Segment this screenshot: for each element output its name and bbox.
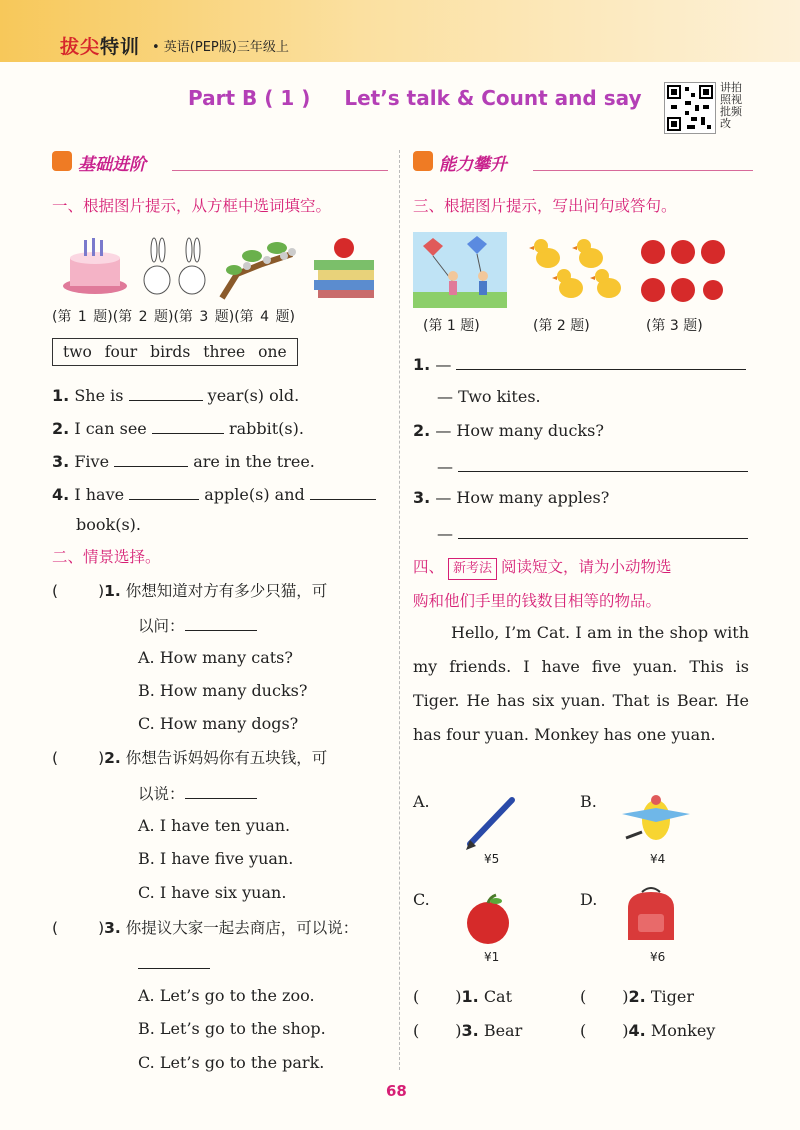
new-method-tag: 新考法 <box>448 558 497 580</box>
right-column <box>413 148 753 216</box>
answer-blank[interactable] <box>114 450 188 467</box>
choice-d-letter: D. <box>580 890 598 909</box>
section-badge-icon <box>52 151 72 171</box>
q1-item-4: 4. I have apple(s) and <box>52 483 376 505</box>
q1-pictures <box>62 234 388 300</box>
q2-item-1-option-a: A. How many cats? <box>138 648 293 667</box>
left-column <box>52 148 388 216</box>
qr-caption: 讲拍照视批频改 <box>720 81 742 130</box>
q2-item-1-stem2: 以问： <box>138 614 257 636</box>
answer-blank[interactable] <box>310 483 376 500</box>
brand-logo: 拔尖特训 <box>60 36 141 58</box>
kites-children-icon <box>413 232 507 308</box>
q3-item-2-line2: — <box>437 455 748 477</box>
plane-toy-icon <box>612 792 698 854</box>
rabbits-icon <box>144 238 205 294</box>
q1-item-3: 3. Five are in the tree. <box>52 452 315 471</box>
answer-line[interactable] <box>456 353 746 370</box>
choice-c-letter: C. <box>413 890 430 909</box>
answer-bear: ( )3. Bear <box>413 1021 523 1040</box>
q3-item-1: 1. — <box>413 353 746 375</box>
q3-item-1-line2: — Two kites. <box>437 387 541 406</box>
q2-item-2: ( )2. 你想告诉妈妈你有五块钱，可 <box>52 749 328 767</box>
q1-item-4-cont: book(s). <box>76 515 141 534</box>
q1-item-1: 1. She is year(s) old. <box>52 386 300 405</box>
book-subtitle: • 英语(PEP版)三年级上 <box>152 40 289 55</box>
choice-a-letter: A. <box>413 792 430 811</box>
q2-item-2-option-a: A. I have ten yuan. <box>138 816 291 835</box>
q2-item-2-stem2: 以说： <box>138 782 257 804</box>
question-3-heading: 三、根据图片提示，写出问句或答句。 <box>413 197 677 215</box>
question-2-heading: 二、情景选择。 <box>52 548 161 566</box>
q3-caption-2: (第 2 题) <box>533 318 590 334</box>
qr-code-icon[interactable] <box>664 82 716 134</box>
reading-passage: Hello, I’m Cat. I am in the shop with my friends. I have five yuan. This is Tiger. He has six yuan. That is Bear. He has four yuan. Monkey has one yuan. <box>413 623 749 744</box>
choice-b-letter: B. <box>580 792 597 811</box>
answer-line[interactable] <box>458 522 748 539</box>
section-header-advanced: 能力攀升 <box>413 148 753 180</box>
answer-monkey: ( )4. Monkey <box>580 1021 716 1040</box>
q3-caption-1: (第 1 题) <box>423 318 480 334</box>
answer-blank[interactable] <box>129 384 203 401</box>
choice-b-price: ¥4 <box>650 852 666 866</box>
question-4-heading: 四、 新考法 阅读短文，请为小动物选 <box>413 557 672 580</box>
q2-item-3-option-b: B. Let’s go to the shop. <box>138 1019 326 1038</box>
answer-blank[interactable] <box>185 614 257 631</box>
answer-blank[interactable] <box>185 782 257 799</box>
section-header-basic: 基础进阶 <box>52 148 388 180</box>
answer-cat: ( )1. Cat <box>413 987 513 1006</box>
cake-icon <box>63 238 127 294</box>
q3-item-3: 3. — How many apples? <box>413 488 610 507</box>
q2-item-2-option-c: C. I have six yuan. <box>138 883 287 902</box>
choice-a-price: ¥5 <box>484 852 500 866</box>
q2-item-3-blank <box>138 952 210 974</box>
books-apple-icon <box>314 238 374 298</box>
q2-item-3: ( )3. 你提议大家一起去商店，可以说： <box>52 919 359 937</box>
word-bank: two four birds three one <box>52 338 298 366</box>
answer-line[interactable] <box>458 455 748 472</box>
answer-blank[interactable] <box>138 952 210 969</box>
q3-item-2: 2. — How many ducks? <box>413 421 604 440</box>
question-1-heading: 一、根据图片提示，从方框中选词填空。 <box>52 197 332 215</box>
page-number: 68 <box>386 1082 407 1100</box>
q3-caption-3: (第 3 题) <box>646 318 703 334</box>
choice-d-price: ¥6 <box>650 950 666 964</box>
q3-pictures <box>413 232 735 308</box>
apples-icon <box>641 240 725 302</box>
column-divider <box>399 150 400 1070</box>
q2-item-3-option-c: C. Let’s go to the park. <box>138 1053 325 1072</box>
q2-item-3-option-a: A. Let’s go to the zoo. <box>138 986 315 1005</box>
ducks-icon <box>529 239 621 298</box>
section-badge-icon <box>413 151 433 171</box>
choice-c-price: ¥1 <box>484 950 500 964</box>
answer-tiger: ( )2. Tiger <box>580 987 694 1006</box>
answer-blank[interactable] <box>129 483 199 500</box>
bag-icon <box>622 886 680 944</box>
q1-item-2: 2. I can see rabbit(s). <box>52 419 304 438</box>
question-4-heading-cont: 购和他们手里的钱数目相等的物品。 <box>413 592 662 610</box>
pen-icon <box>462 792 522 852</box>
q2-item-2-option-b: B. I have five yuan. <box>138 849 294 868</box>
q2-item-1-option-c: C. How many dogs? <box>138 714 299 733</box>
answer-blank[interactable] <box>152 417 224 434</box>
q1-captions: (第 1 题)(第 2 题)(第 3 题)(第 4 题) <box>52 309 295 325</box>
birds-tree-icon <box>222 242 296 298</box>
q3-item-3-line2: — <box>437 522 748 544</box>
page-title: Part B ( 1 ) Let’s talk & Count and say <box>188 86 642 110</box>
q2-item-1-option-b: B. How many ducks? <box>138 681 308 700</box>
q2-item-1: ( )1. 你想知道对方有多少只猫，可 <box>52 582 328 600</box>
apple-icon <box>460 893 516 945</box>
